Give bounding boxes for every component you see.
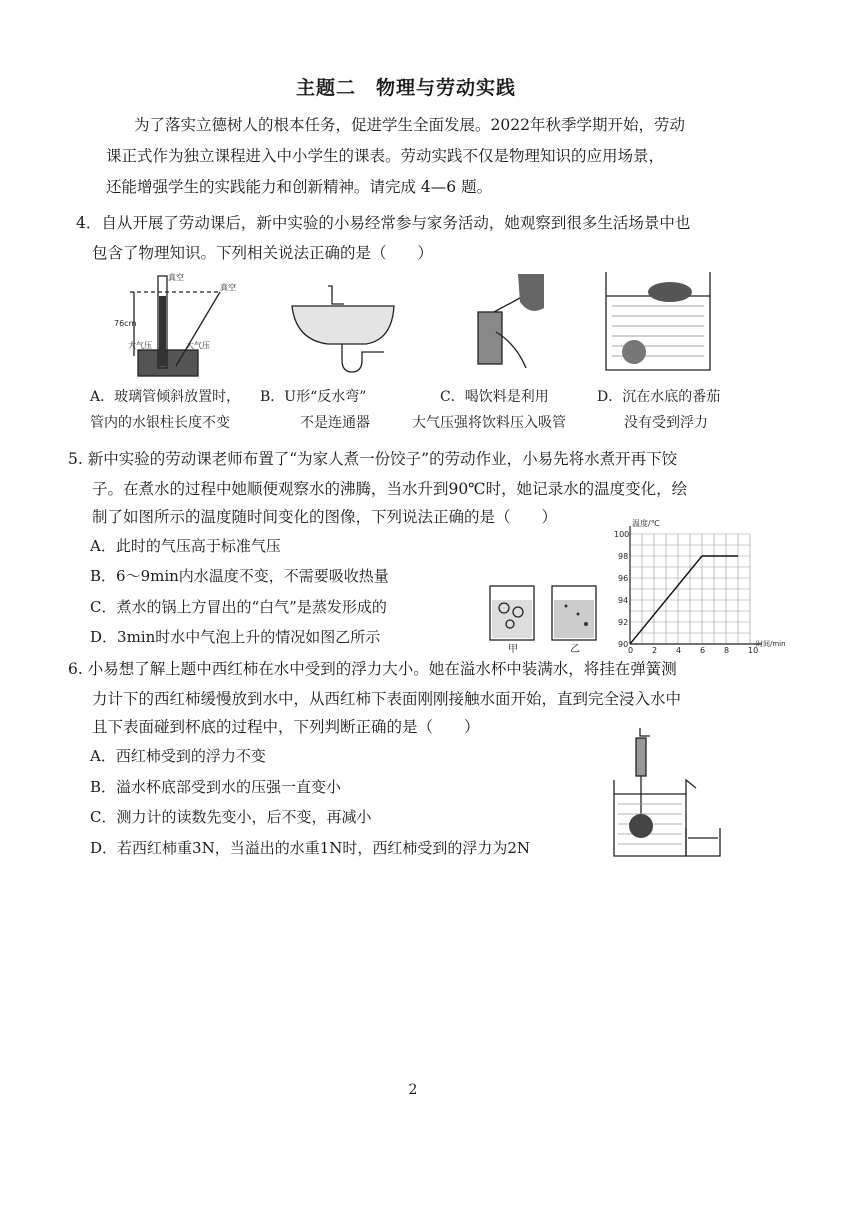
x-tick-label: 6 bbox=[700, 646, 706, 655]
q5-option-a: A．此时的气压高于标准气压 bbox=[90, 537, 281, 555]
chart-xlabel: 时间/min bbox=[756, 640, 786, 648]
beaker-label-jia: 甲 bbox=[508, 644, 518, 655]
q4-option-d-line-1: D．沉在水底的番茄 bbox=[597, 389, 721, 405]
spring-scale bbox=[636, 738, 646, 776]
q4-stem-line-2: 包含了物理知识。下列相关说法正确的是（ ） bbox=[92, 244, 434, 262]
faucet bbox=[328, 286, 344, 304]
q4-option-c-line-2: 大气压强将饮料压入吸管 bbox=[412, 415, 566, 431]
beaker-label-yi: 乙 bbox=[570, 644, 580, 655]
sink-basin bbox=[292, 306, 394, 344]
spring-scale-overflow-figure bbox=[610, 724, 726, 860]
x-tick-label: 8 bbox=[724, 646, 730, 655]
q5-stem-line-1: 5. 新中实验的劳动课老师布置了“为家人煮一份饺子”的劳动作业，小易先将水煮开再下饺 bbox=[68, 450, 678, 468]
q5-option-d: D．3min时水中气泡上升的情况如图乙所示 bbox=[90, 628, 381, 646]
y-tick-label: 98 bbox=[618, 552, 629, 561]
page-title: 主题二 物理与劳动实践 bbox=[295, 77, 516, 99]
drink-cup bbox=[478, 312, 502, 364]
page-number: 2 bbox=[408, 1082, 418, 1098]
q5-option-c: C．煮水的锅上方冒出的“白气”是蒸发形成的 bbox=[90, 598, 387, 616]
bubble-small-1 bbox=[565, 605, 568, 608]
floating-eggplant bbox=[648, 282, 692, 302]
tomato-in-cup bbox=[629, 814, 653, 838]
x-tick-label: 2 bbox=[652, 646, 658, 655]
intro-line-1: 为了落实立德树人的根本任务，促进学生全面发展。2022年秋季学期开始，劳动 bbox=[134, 116, 685, 134]
x-tick-label: 0 bbox=[628, 646, 634, 655]
face bbox=[518, 274, 544, 311]
intro-line-2: 课正式作为独立课程进入中小学生的课表。劳动实践不仅是物理知识的应用场景， bbox=[106, 147, 665, 165]
mercury-column-vertical bbox=[159, 296, 166, 366]
y-tick-label: 94 bbox=[618, 596, 629, 605]
bubble-small-2 bbox=[577, 613, 580, 616]
tomato-water-figure bbox=[604, 270, 714, 376]
bubble-beakers-figure bbox=[486, 584, 606, 654]
q6-stem-line-2: 力计下的西红柿缓慢放到水中，从西红柿下表面刚刚接触水面开始，直到完全浸入水中 bbox=[92, 690, 682, 708]
torricelli-tube-figure bbox=[114, 268, 240, 380]
small-beaker bbox=[686, 828, 720, 856]
u-trap-pipe bbox=[342, 344, 384, 372]
q4-option-a-line-2: 管内的水银柱长度不变 bbox=[90, 415, 230, 431]
q6-stem-line-1: 6. 小易想了解上题中西红柿在水中受到的浮力大小。她在溢水杯中装满水，将挂在弹簧测 bbox=[68, 660, 677, 678]
sunken-tomato bbox=[622, 340, 646, 364]
q4-stem-line-1: 4．自从开展了劳动课后，新中实验的小易经常参与家务活动，她观察到很多生活场景中也 bbox=[76, 214, 691, 232]
q5-stem-line-2: 子。在煮水的过程中她顺便观察水的沸腾，当水升到90℃时，她记录水的温度变化，绘 bbox=[92, 480, 688, 498]
chart-axes bbox=[630, 526, 762, 644]
q4-option-b-line-1: B．U形“反水弯” bbox=[260, 389, 367, 405]
straw-drinking-figure bbox=[466, 272, 556, 372]
q4-option-b-line-2: 不是连通器 bbox=[300, 415, 370, 431]
x-tick-label: 10 bbox=[748, 646, 759, 655]
q4-option-d-line-2: 没有受到浮力 bbox=[624, 415, 708, 431]
q4-option-a-line-1: A．玻璃管倾斜放置时， bbox=[90, 389, 241, 405]
q6-stem-line-3: 且下表面碰到杯底的过程中，下列判断正确的是（ ） bbox=[92, 718, 480, 736]
straw bbox=[494, 298, 520, 312]
atm-label-2: 大气压 bbox=[186, 341, 210, 350]
y-tick-label: 90 bbox=[618, 640, 629, 649]
chart-ylabel: 温度/℃ bbox=[632, 519, 660, 528]
q4-option-c-line-1: C．喝饮料是利用 bbox=[440, 389, 549, 405]
bubble-small-3 bbox=[584, 622, 588, 626]
intro-line-3: 还能增强学生的实践能力和创新精神。请完成 4—6 题。 bbox=[106, 178, 493, 196]
y-tick-label: 96 bbox=[618, 574, 629, 583]
vacuum-label-1: 真空 bbox=[168, 273, 184, 282]
y-tick-label: 100 bbox=[614, 530, 630, 539]
q6-option-c: C．测力计的读数先变小，后不变，再减小 bbox=[90, 808, 372, 826]
scale-hook-top bbox=[640, 728, 650, 736]
temperature-time-chart bbox=[600, 518, 790, 658]
sink-u-trap-figure bbox=[288, 278, 398, 378]
q6-option-b: B．溢水杯底部受到水的压强一直变小 bbox=[90, 778, 342, 796]
x-tick-label: 4 bbox=[676, 646, 682, 655]
vacuum-label-2: 真空 bbox=[220, 283, 236, 292]
q6-option-d: D．若西红柿重3N，当溢出的水重1N时，西红柿受到的浮力为2N bbox=[90, 839, 531, 857]
chart-grid bbox=[630, 534, 750, 644]
beaker-yi-water bbox=[554, 600, 594, 638]
q5-option-b: B．6～9min内水温度不变，不需要吸收热量 bbox=[90, 567, 389, 585]
beaker-jia-water bbox=[492, 600, 532, 638]
q5-stem-line-3: 制了如图所示的温度随时间变化的图像，下列说法正确的是（ ） bbox=[92, 508, 558, 526]
atm-label-1: 大气压 bbox=[128, 341, 152, 350]
mercury-trough bbox=[138, 350, 198, 376]
q6-option-a: A．西红柿受到的浮力不变 bbox=[90, 747, 266, 765]
height-label: 76cm bbox=[114, 319, 137, 328]
overflow-cup bbox=[614, 780, 696, 856]
y-tick-label: 92 bbox=[618, 618, 629, 627]
